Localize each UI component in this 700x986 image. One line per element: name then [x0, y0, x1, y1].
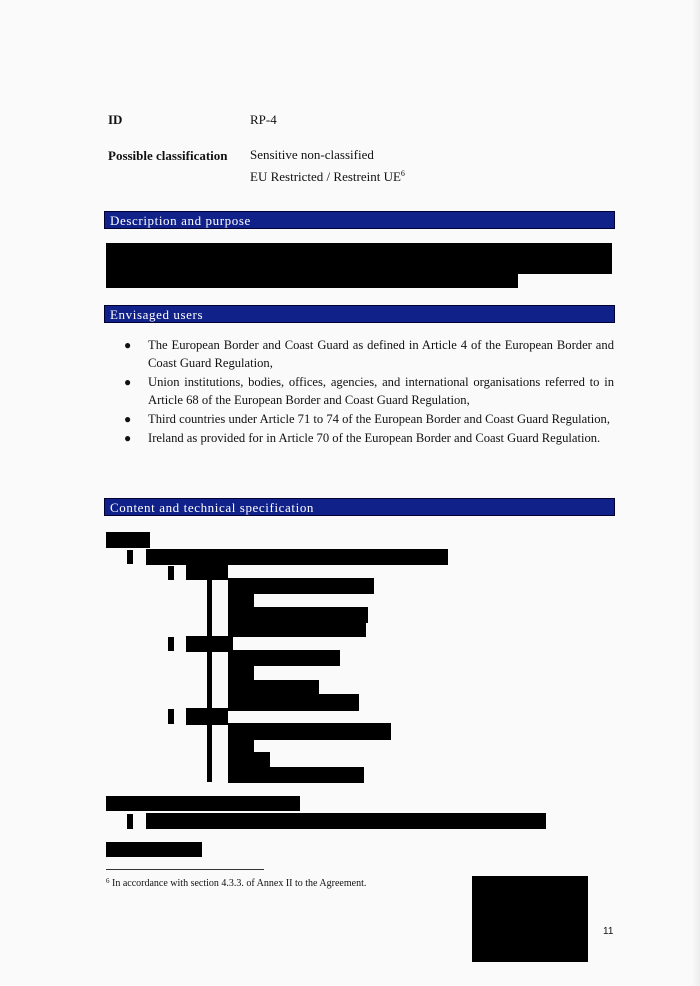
classification-label: Possible classification: [108, 148, 228, 163]
redaction-block: [127, 550, 133, 564]
page-number: 11: [603, 926, 614, 937]
list-item: [112, 429, 614, 447]
bullet-icon: ●: [124, 375, 132, 389]
redaction-block: [186, 636, 233, 652]
section-content-header: Content and technical specification: [104, 498, 615, 516]
redaction-block: [168, 709, 174, 724]
footnote-separator: [106, 869, 264, 870]
footnote-number: 6: [106, 877, 110, 885]
page-edge-shadow: [692, 0, 700, 986]
classification-line-2: [250, 164, 405, 186]
list-item-text: The European Border and Coast Guard as defined in Article 4 of the European Border and Coast Guard Regulation,: [148, 338, 614, 370]
redaction-block: [106, 243, 612, 274]
footnote-text: In accordance with section 4.3.3. of Annex II to the Agreement.: [112, 878, 367, 889]
id-value: RP-4: [250, 112, 277, 127]
redaction-block: [472, 876, 588, 962]
redaction-block: [207, 724, 212, 782]
list-item-text: Third countries under Article 71 to 74 of the European Border and Coast Guard Regulation,: [148, 412, 611, 426]
list-item-text: Union institutions, bodies, offices, agencies, and international organisations referred to in Article 68 of the European Border and Coast Guard Regulation,: [148, 375, 614, 407]
bullet-icon: ●: [124, 338, 132, 352]
redaction-block: [228, 694, 359, 711]
list-item: [112, 410, 614, 428]
bullet-icon: ●: [124, 431, 132, 445]
classification-line-1: Sensitive non-classified: [250, 147, 374, 162]
list-item: [112, 373, 614, 409]
classification-line-2-text: EU Restricted / Restreint UE: [250, 169, 401, 184]
classification-value: [250, 145, 405, 186]
redaction-block: [146, 549, 448, 565]
redaction-block: [106, 273, 518, 288]
section-users-header: Envisaged users: [104, 305, 615, 323]
id-label: ID: [108, 112, 123, 127]
redaction-block: [228, 767, 364, 783]
redaction-block: [186, 708, 228, 725]
redaction-block: [207, 580, 212, 638]
redaction-block: [228, 738, 254, 753]
bullet-icon: ●: [124, 412, 132, 426]
redaction-block: [186, 565, 228, 580]
redaction-block: [228, 578, 374, 594]
footnote: [106, 875, 366, 890]
redaction-block: [168, 566, 174, 580]
redaction-block: [106, 842, 202, 857]
section-description-header: Description and purpose: [104, 211, 615, 229]
list-item-text: Ireland as provided for in Article 70 of the European Border and Coast Guard Regulation.: [148, 431, 601, 445]
list-item: [112, 336, 614, 372]
users-list: [112, 336, 614, 448]
redaction-block: [228, 594, 254, 608]
classification-footnote-ref: 6: [400, 169, 405, 178]
redaction-block: [168, 637, 174, 651]
redaction-block: [127, 814, 133, 829]
redaction-block: [228, 650, 340, 666]
redaction-block: [228, 666, 254, 680]
redaction-block: [228, 607, 368, 623]
redaction-block: [106, 532, 150, 548]
redaction-block: [207, 652, 212, 708]
redaction-block: [106, 796, 300, 811]
redaction-block: [228, 622, 366, 637]
redaction-block: [146, 813, 546, 829]
